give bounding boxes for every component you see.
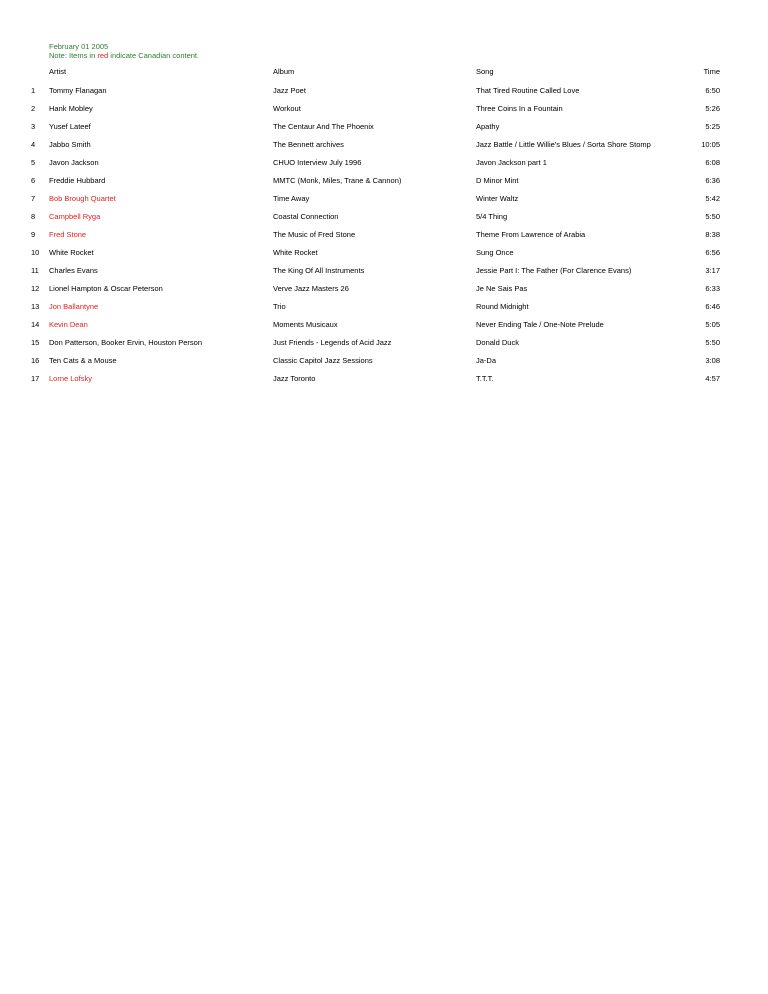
row-artist: Freddie Hubbard xyxy=(49,176,106,185)
row-song: Theme From Lawrence of Arabia xyxy=(476,230,586,239)
row-album: Workout xyxy=(273,104,301,113)
row-album: Coastal Connection xyxy=(273,212,339,221)
row-artist: Javon Jackson xyxy=(49,158,99,167)
row-time: 5:25 xyxy=(705,122,720,131)
table-row xyxy=(0,86,768,104)
row-song: T.T.T. xyxy=(476,374,494,383)
row-album: The King Of All Instruments xyxy=(273,266,365,275)
playlist-date: February 01 2005 xyxy=(49,42,109,51)
row-number: 2 xyxy=(31,104,36,113)
row-time: 5:50 xyxy=(705,212,720,221)
table-row xyxy=(0,122,768,140)
row-artist: Campbell Ryga xyxy=(49,212,101,221)
row-number: 6 xyxy=(31,176,36,185)
row-time: 5:26 xyxy=(705,104,720,113)
row-album: Time Away xyxy=(273,194,310,203)
row-album: White Rocket xyxy=(273,248,318,257)
table-row xyxy=(0,356,768,374)
row-time: 6:08 xyxy=(705,158,720,167)
note-red-word: red xyxy=(97,51,109,60)
row-song: Je Ne Sais Pas xyxy=(476,284,528,293)
row-album: Jazz Poet xyxy=(273,86,306,95)
row-time: 8:38 xyxy=(705,230,720,239)
column-header-row xyxy=(0,67,768,85)
row-number: 3 xyxy=(31,122,36,131)
row-album: Trio xyxy=(273,302,286,311)
row-artist: Lionel Hampton & Oscar Peterson xyxy=(49,284,163,293)
column-header-artist: Artist xyxy=(49,67,67,76)
row-time: 3:17 xyxy=(705,266,720,275)
row-number: 4 xyxy=(31,140,36,149)
row-number: 14 xyxy=(31,320,40,329)
table-row xyxy=(0,374,768,392)
canadian-content-note xyxy=(49,51,199,60)
row-number: 13 xyxy=(31,302,40,311)
row-album: MMTC (Monk, Miles, Trane & Cannon) xyxy=(273,176,402,185)
table-row xyxy=(0,302,768,320)
row-song: Sung Once xyxy=(476,248,514,257)
table-row xyxy=(0,140,768,158)
row-number: 12 xyxy=(31,284,40,293)
row-number: 9 xyxy=(31,230,36,239)
table-row xyxy=(0,338,768,356)
row-song: Round Midnight xyxy=(476,302,529,311)
row-time: 6:50 xyxy=(705,86,720,95)
row-number: 5 xyxy=(31,158,36,167)
table-row xyxy=(0,284,768,302)
column-header-song: Song xyxy=(476,67,494,76)
row-album: Verve Jazz Masters 26 xyxy=(273,284,349,293)
row-time: 6:46 xyxy=(705,302,720,311)
row-number: 17 xyxy=(31,374,40,383)
row-number: 15 xyxy=(31,338,40,347)
row-song: Winter Waltz xyxy=(476,194,519,203)
note-prefix: Note: Items in xyxy=(49,51,98,60)
row-number: 1 xyxy=(31,86,36,95)
row-time: 4:57 xyxy=(705,374,720,383)
row-song: Jessie Part I: The Father (For Clarence Evans) xyxy=(476,266,632,275)
row-album: Moments Musicaux xyxy=(273,320,338,329)
table-row xyxy=(0,230,768,248)
row-time: 5:05 xyxy=(705,320,720,329)
table-row xyxy=(0,194,768,212)
note-suffix: indicate Canadian content. xyxy=(108,51,200,60)
row-artist: White Rocket xyxy=(49,248,94,257)
row-artist: Kevin Dean xyxy=(49,320,88,329)
row-album: Classic Capitol Jazz Sessions xyxy=(273,356,373,365)
row-artist: Charles Evans xyxy=(49,266,98,275)
row-song: Javon Jackson part 1 xyxy=(476,158,547,167)
row-number: 16 xyxy=(31,356,40,365)
row-song: 5/4 Thing xyxy=(476,212,508,221)
row-time: 3:08 xyxy=(705,356,720,365)
row-album: The Centaur And The Phoenix xyxy=(273,122,374,131)
row-time: 6:56 xyxy=(705,248,720,257)
row-song: That Tired Routine Called Love xyxy=(476,86,580,95)
table-row xyxy=(0,158,768,176)
row-song: Three Coins In a Fountain xyxy=(476,104,563,113)
table-row xyxy=(0,320,768,338)
row-time: 5:50 xyxy=(705,338,720,347)
row-number: 11 xyxy=(31,266,39,275)
row-song: Apathy xyxy=(476,122,500,131)
row-song: Never Ending Tale / One-Note Prelude xyxy=(476,320,604,329)
row-number: 8 xyxy=(31,212,36,221)
table-row xyxy=(0,176,768,194)
row-artist: Don Patterson, Booker Ervin, Houston Person xyxy=(49,338,202,347)
table-row xyxy=(0,104,768,122)
row-artist: Jabbo Smith xyxy=(49,140,91,149)
row-artist: Yusef Lateef xyxy=(49,122,91,131)
row-album: Jazz Toronto xyxy=(273,374,316,383)
row-time: 5:42 xyxy=(705,194,720,203)
table-row xyxy=(0,212,768,230)
row-album: The Music of Fred Stone xyxy=(273,230,356,239)
column-header-time: Time xyxy=(703,67,720,76)
row-artist: Lorne Lofsky xyxy=(49,374,92,383)
row-album: CHUO Interview July 1996 xyxy=(273,158,362,167)
row-song: D Minor Mint xyxy=(476,176,519,185)
row-album: The Bennett archives xyxy=(273,140,344,149)
row-artist: Ten Cats & a Mouse xyxy=(49,356,117,365)
row-time: 10:05 xyxy=(701,140,720,149)
row-number: 10 xyxy=(31,248,40,257)
table-row xyxy=(0,266,768,284)
row-song: Jazz Battle / Little Willie's Blues / Sorta Shore Stomp xyxy=(476,140,651,149)
row-song: Donald Duck xyxy=(476,338,519,347)
column-header-album: Album xyxy=(273,67,295,76)
table-row xyxy=(0,248,768,266)
row-artist: Bob Brough Quartet xyxy=(49,194,116,203)
row-album: Just Friends - Legends of Acid Jazz xyxy=(273,338,392,347)
row-song: Ja-Da xyxy=(476,356,497,365)
row-artist: Fred Stone xyxy=(49,230,87,239)
row-artist: Jon Ballantyne xyxy=(49,302,99,311)
row-time: 6:36 xyxy=(705,176,720,185)
row-artist: Hank Mobley xyxy=(49,104,93,113)
row-time: 6:33 xyxy=(705,284,720,293)
row-number: 7 xyxy=(31,194,36,203)
row-artist: Tommy Flanagan xyxy=(49,86,107,95)
